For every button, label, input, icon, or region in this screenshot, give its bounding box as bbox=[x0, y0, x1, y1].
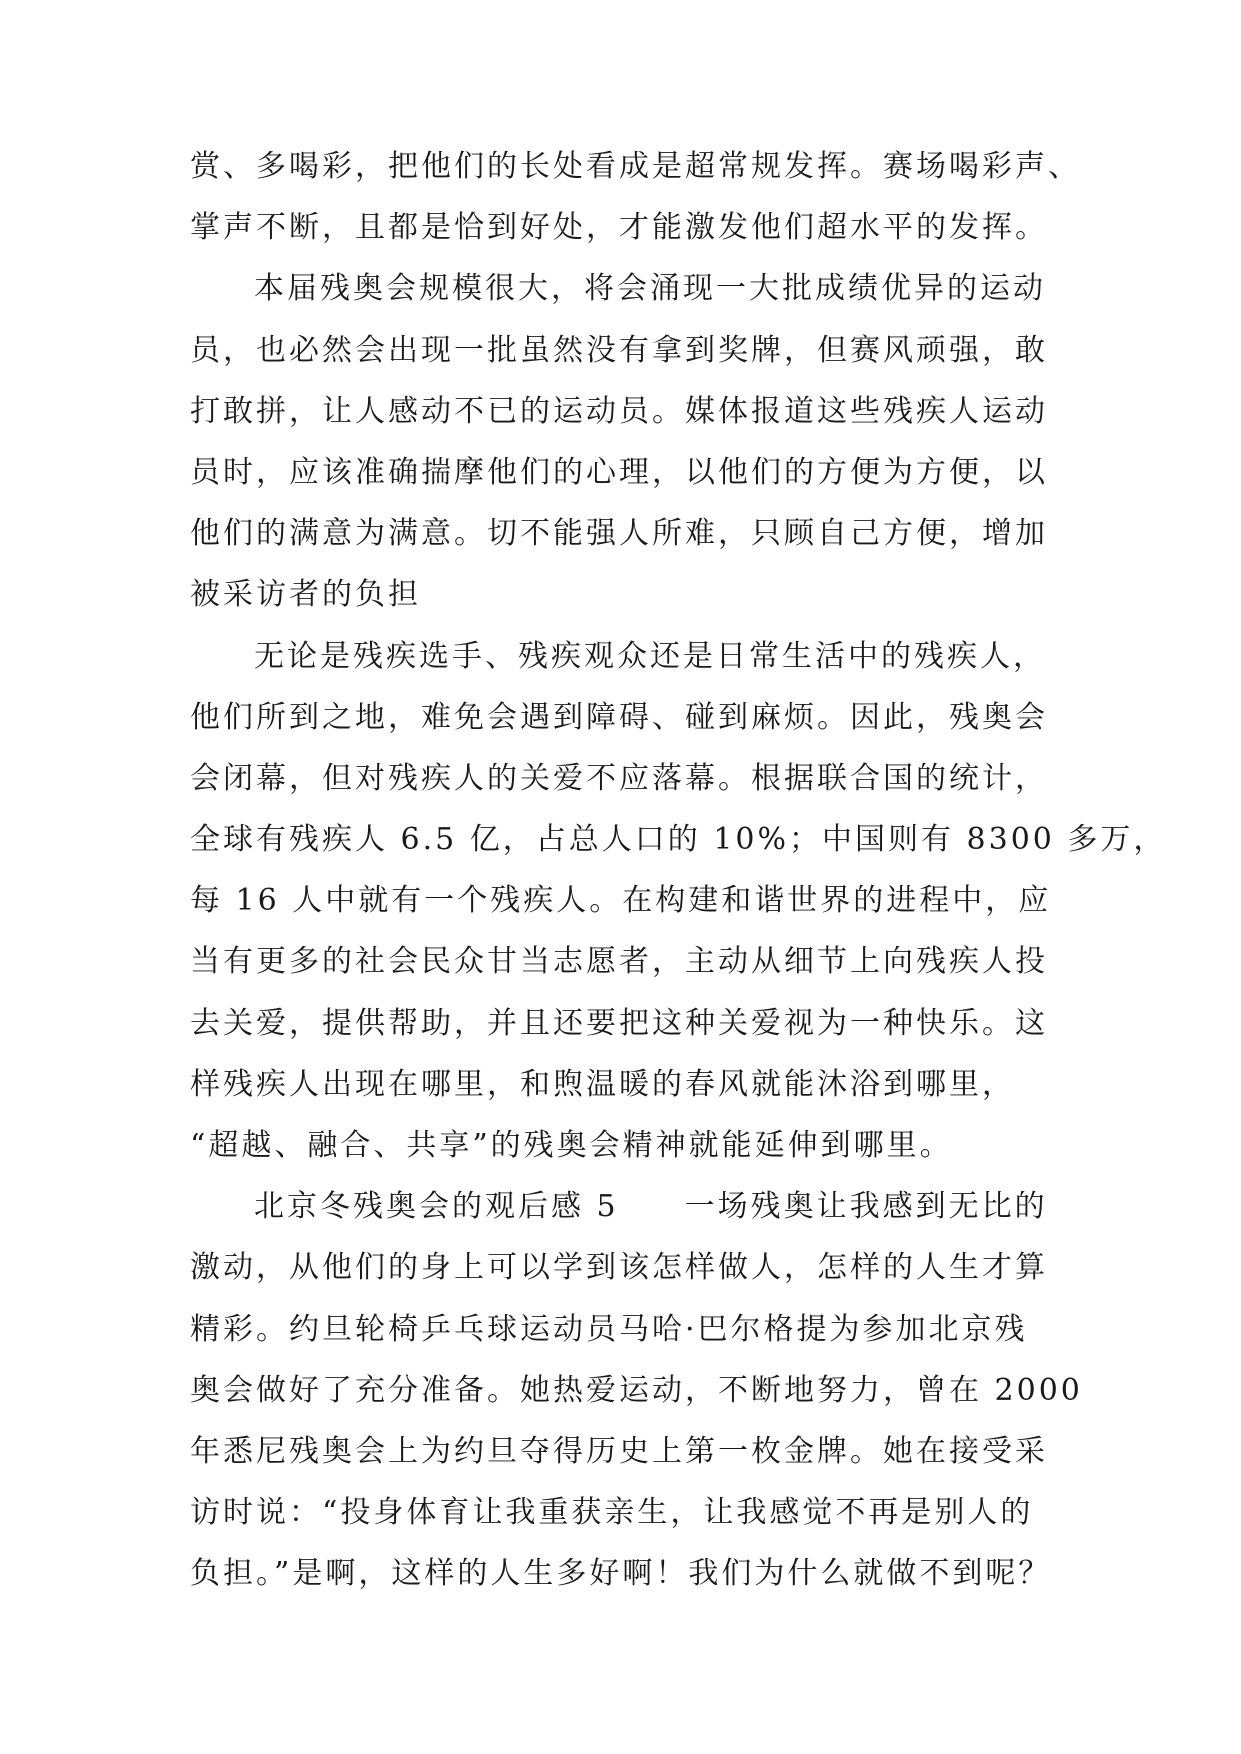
text-line: 被采访者的负担 bbox=[190, 577, 421, 613]
document-body bbox=[190, 136, 1167, 1605]
text-line: 当有更多的社会民众甘当志愿者，主动从细节上向残疾人投 bbox=[190, 944, 1048, 980]
paragraph-first-line: 无论是残疾选手、残疾观众还是日常生活中的残疾人， bbox=[254, 638, 1046, 674]
text-line: 奥会做好了充分准备。她热爱运动，不断地努力，曾在 2000 bbox=[190, 1372, 1083, 1408]
paragraph-first-line: 北京冬残奥会的观后感 5 一场残奥让我感到无比的 bbox=[254, 1189, 1048, 1225]
text-line: 会闭幕，但对残疾人的关爱不应落幕。根据联合国的统计， bbox=[190, 760, 1048, 796]
text-line: 样残疾人出现在哪里，和煦温暖的春风就能沐浴到哪里， bbox=[190, 1066, 1015, 1102]
text-line: 访时说：“投身体育让我重获亲生，让我感觉不再是别人的 bbox=[190, 1495, 1034, 1531]
text-line: 员，也必然会出现一批虽然没有拿到奖牌，但赛风顽强，敢 bbox=[190, 332, 1048, 368]
text-line: 他们的满意为满意。切不能强人所难，只顾自己方便，增加 bbox=[190, 516, 1048, 552]
text-line: 赏、多喝彩，把他们的长处看成是超常规发挥。赛场喝彩声、 bbox=[190, 149, 1081, 184]
text-line: 全球有残疾人 6.5 亿，占总人口的 10%；中国则有 8300 多万， bbox=[190, 822, 1167, 858]
text-line: 精彩。约旦轮椅乒乓球运动员马哈·巴尔格提为参加北京残 bbox=[190, 1311, 1028, 1347]
text-line: 他们所到之地，难免会遇到障碍、碰到麻烦。因此，残奥会 bbox=[190, 699, 1048, 735]
text-line: 每 16 人中就有一个残疾人。在构建和谐世界的进程中，应 bbox=[190, 883, 1052, 919]
text-line: “超越、融合、共享”的残奥会精神就能延伸到哪里。 bbox=[190, 1128, 953, 1163]
text-line: 激动，从他们的身上可以学到该怎样做人，怎样的人生才算 bbox=[190, 1250, 1048, 1286]
text-line: 负担。”是啊，这样的人生多好啊！我们为什么就做不到呢？ bbox=[190, 1556, 1052, 1592]
text-line: 掌声不断，且都是恰到好处，才能激发他们超水平的发挥。 bbox=[190, 210, 1048, 246]
text-line: 打敢拼，让人感动不已的运动员。媒体报道这些残疾人运动 bbox=[190, 393, 1048, 429]
text-line: 员时，应该准确揣摩他们的心理，以他们的方便为方便，以 bbox=[190, 454, 1048, 490]
text-line: 年悉尼残奥会上为约旦夺得历史上第一枚金牌。她在接受采 bbox=[190, 1433, 1048, 1469]
text-line: 去关爱，提供帮助，并且还要把这种关爱视为一种快乐。这 bbox=[190, 1005, 1048, 1041]
paragraph-first-line: 本届残奥会规模很大，将会涌现一大批成绩优异的运动 bbox=[254, 271, 1046, 307]
